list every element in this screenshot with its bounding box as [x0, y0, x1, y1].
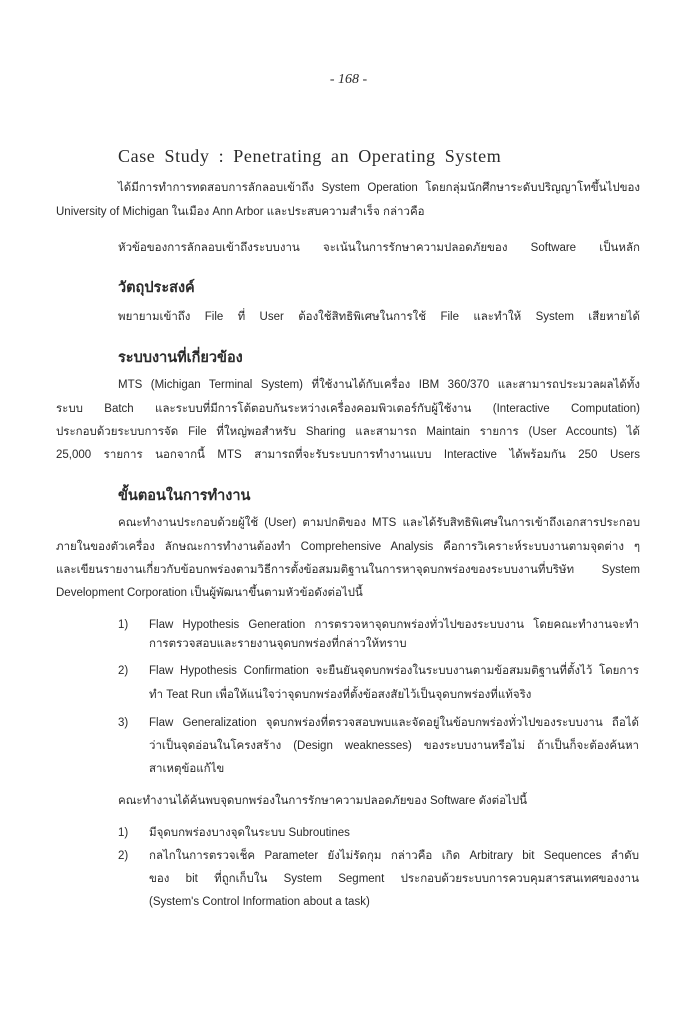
procedure-line: และเขียนรายงานเกี่ยวกับข้อบกพร่องตามวิธีการตั้งข้อสมมติฐานในการหาจุดบกพร่องของระบบงานที่บริษัท System: [56, 564, 640, 576]
objective-text: พยายามเข้าถึง File ที่ User ต้องใช้สิทธิพิเศษในการใช้ File และทำให้ System เสียหายได้: [118, 311, 640, 323]
page-number: - 168 -: [329, 72, 368, 87]
list-item-number: 2): [118, 850, 129, 862]
list-item-number: 2): [118, 665, 129, 677]
list-item-number: 1): [118, 619, 129, 631]
list-item-line: (System's Control Information about a task): [149, 896, 370, 908]
objective-heading: วัตถุประสงค์: [118, 279, 195, 296]
list-item-line: การตรวจสอบและรายงานจุดบกพร่องที่กล่าวให้ทราบ: [149, 638, 407, 650]
list-item-line: Flaw Hypothesis Generation การตรวจหาจุดบกพร่องทั่วไปของระบบงาน โดยคณะทำงานจะทำ: [149, 619, 639, 631]
procedure-heading: ขั้นตอนในการทำงาน: [118, 487, 251, 504]
list-item-line: มีจุดบกพร่องบางจุดในระบบ Subroutines: [149, 827, 350, 839]
list-item-line: ทำ Teat Run เพื่อให้แน่ใจว่าจุดบกพร่องที่ตั้งข้อสงสัยไว้เป็นจุดบกพร่องที่แท้จริง: [149, 689, 532, 701]
topic-line: หัวข้อของการลักลอบเข้าถึงระบบงาน จะเน้นในการรักษาความปลอดภัยของ Software เป็นหลัก: [118, 242, 640, 254]
procedure-line: Development Corporation เป็นผู้พัฒนาขึ้นตามหัวข้อดังต่อไปนี้: [56, 587, 363, 599]
systems-heading: ระบบงานที่เกี่ยวข้อง: [118, 349, 243, 366]
list-item-line: ของ bit ที่ถูกเก็บใน System Segment ประกอบด้วยระบบการควบคุมสารสนเทศของงาน: [149, 873, 639, 885]
systems-line: 25,000 รายการ นอกจากนี้ MTS สามารถที่จะรับระบบการทำงานแบบ Interactive ได้พร้อมกัน 250 Users: [56, 449, 640, 461]
list-item-line: สาเหตุข้อแก้ไข: [149, 763, 225, 775]
list-item-line: ว่าเป็นจุดอ่อนในโครงสร้าง (Design weaknesses) ของระบบงานหรือไม่ ถ้าเป็นก็จะต้องค้นหา: [149, 740, 639, 752]
findings-intro: คณะทำงานได้ค้นพบจุดบกพร่องในการรักษาความปลอดภัยของ Software ดังต่อไปนี้: [118, 795, 527, 807]
procedure-line: ภายในของตัวเครื่อง ลักษณะการทำงานต้องทำ Comprehensive Analysis คือการวิเคราะห์ระบบงานตามจุดต่าง ๆ: [56, 541, 640, 553]
list-item-line: Flaw Hypothesis Confirmation จะยืนยันจุดบกพร่องในระบบงานตามข้อสมมติฐานที่ตั้งไว้ โดยการ: [149, 665, 639, 677]
systems-line: ประกอบด้วยระบบการจัด File ที่ใหญ่พอสำหรับ Sharing และสามารถ Maintain รายการ (User Accounts) ได้: [56, 426, 640, 438]
list-item-number: 1): [118, 827, 129, 839]
list-item-line: กลไกในการตรวจเช็ค Parameter ยังไม่รัดกุม กล่าวคือ เกิด Arbitrary bit Sequences ลำดับ: [149, 850, 639, 862]
intro-line: ได้มีการทำการทดสอบการลักลอบเข้าถึง System Operation โดยกลุ่มนักศึกษาระดับปริญญาโทขึ้นไปของ: [118, 182, 640, 194]
list-item-line: Flaw Generalization จุดบกพร่องที่ตรวจสอบพบและจัดอยู่ในข้อบกพร่องทั่วไปของระบบงาน ถือได้: [149, 717, 639, 729]
systems-line: ระบบ Batch และระบบที่มีการโต้ตอบกันระหว่างเครื่องคอมพิวเตอร์กับผู้ใช้งาน (Interactive Computation): [56, 403, 640, 415]
systems-line: MTS (Michigan Terminal System) ที่ใช้งานได้กับเครื่อง IBM 360/370 และสามารถประมวลผลได้ทั้ง: [118, 379, 640, 391]
page-title: Case Study : Penetrating an Operating System: [118, 146, 502, 166]
list-item-number: 3): [118, 717, 129, 729]
intro-line: University of Michigan ในเมือง Ann Arbor และประสบความสำเร็จ กล่าวคือ: [56, 206, 425, 218]
procedure-line: คณะทำงานประกอบด้วยผู้ใช้ (User) ตามปกติของ MTS และได้รับสิทธิพิเศษในการเข้าถึงเอกสารประกอบ: [118, 517, 640, 529]
